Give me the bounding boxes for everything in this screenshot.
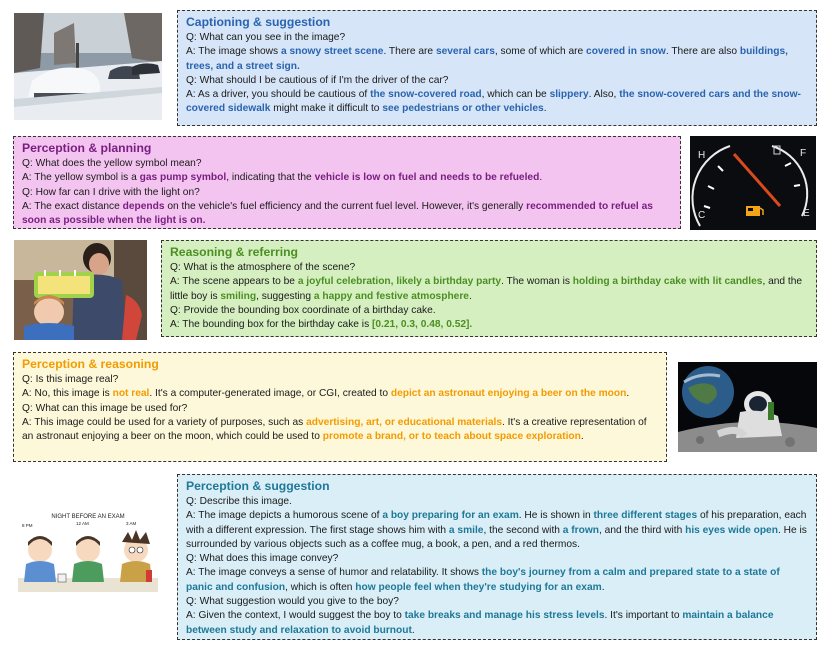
highlighted-phrase: his eyes wide open	[685, 524, 778, 536]
qa-text	[170, 261, 808, 332]
text-segment: A: The yellow symbol is a	[22, 172, 140, 184]
perception-planning-panel	[13, 136, 681, 229]
perception-suggestion-panel	[177, 474, 817, 640]
text-segment: .	[411, 624, 415, 636]
text-segment: . It's important to	[604, 610, 683, 622]
exam-comic-image	[14, 508, 162, 604]
text-segment: . He is surrounded by various objects such as a coffee mug, a book, a pen, and a red thermos.	[186, 524, 807, 550]
text-segment: A: No, this image is	[22, 388, 113, 400]
birthday-party-image	[14, 240, 147, 340]
astronaut-moon-image	[678, 362, 817, 452]
highlighted-phrase: depict an astronaut enjoying a beer on the moon	[390, 388, 627, 400]
text-segment: Q: What can you see in the image?	[186, 32, 346, 43]
text-segment: Q: What should I be cautious of if I'm the driver of the car?	[186, 74, 449, 86]
highlighted-phrase: several cars	[435, 46, 495, 58]
qa-text	[186, 495, 808, 638]
answer-line	[22, 200, 672, 229]
text-segment: A: The image conveys a sense of humor and relatability. It shows	[186, 567, 482, 579]
text-segment: A: The image depicts a humorous scene of	[186, 510, 383, 522]
highlighted-phrase: depends	[122, 200, 165, 212]
comic-time-3: 3 AM	[126, 521, 137, 526]
answer-line	[186, 609, 808, 638]
highlighted-phrase: promote a brand, or to teach about space exploration	[322, 431, 581, 443]
text-segment: Q: Provide the bounding box coordinate of a birthday cake.	[170, 304, 436, 316]
highlighted-phrase: the snow-covered road	[370, 89, 482, 101]
text-segment: Q: What does this image convey?	[186, 553, 339, 565]
text-segment: .	[580, 431, 584, 443]
question-line	[22, 402, 658, 416]
text-segment: .	[539, 172, 543, 184]
question-line	[170, 261, 808, 275]
panel-title: Captioning & suggestion	[186, 15, 331, 29]
highlighted-phrase: smiling	[220, 290, 257, 302]
text-segment: . He is shown in	[518, 510, 594, 522]
question-line	[22, 186, 672, 200]
qa-text	[186, 31, 808, 117]
comic-time-1: 8 PM	[22, 523, 33, 528]
highlighted-phrase: a frown	[562, 524, 600, 536]
text-segment: Q: What does the yellow symbol mean?	[22, 158, 202, 169]
highlighted-phrase: [0.21, 0.3, 0.48, 0.52].	[372, 319, 473, 331]
text-segment: Q: Describe this image.	[186, 496, 292, 507]
text-segment: , suggesting	[256, 290, 314, 302]
highlighted-phrase: see pedestrians or other vehicles	[382, 103, 544, 115]
highlighted-phrase: buildings, trees, and a street sign.	[186, 46, 788, 72]
question-line	[186, 552, 808, 566]
text-segment: Q: What is the atmosphere of the scene?	[170, 262, 356, 273]
panel-title: Reasoning & referring	[170, 245, 298, 259]
text-segment: .	[626, 388, 630, 400]
highlighted-phrase: vehicle is low on fuel and needs to be refueled	[314, 172, 540, 184]
highlighted-phrase: a happy and festive atmosphere	[313, 290, 469, 302]
text-segment: might make it difficult to	[270, 103, 383, 115]
text-segment: , indicating that the	[226, 172, 315, 184]
answer-line	[22, 416, 658, 445]
gauge-f-label: F	[800, 148, 807, 159]
question-line	[186, 595, 808, 609]
highlighted-phrase: not real	[112, 388, 150, 400]
answer-line	[170, 275, 808, 304]
comic-title: NIGHT BEFORE AN EXAM	[51, 514, 125, 520]
qa-text	[22, 373, 658, 444]
captioning-suggestion-panel	[177, 10, 817, 126]
text-segment: , which is often	[285, 581, 356, 593]
text-segment: . It's a computer-generated image, or CGI, created to	[149, 388, 391, 400]
text-segment: . It's a creative representation of an astronaut enjoying a beer on the moon, which could be used to	[22, 416, 647, 443]
text-segment: on the vehicle's fuel efficiency and the current fuel level. However, it's generally	[164, 200, 527, 212]
text-segment: . There are also	[665, 46, 740, 58]
highlighted-phrase: covered in snow	[586, 46, 666, 58]
highlighted-phrase: the boy's journey from a calm and prepared state to a state of panic and confusion	[186, 567, 780, 593]
comic-time-2: 12 AM	[76, 521, 89, 526]
question-line	[186, 495, 808, 509]
highlighted-phrase: advertising, art, or educational materials	[306, 416, 502, 428]
text-segment: A: The bounding box for the birthday cake is	[170, 319, 372, 331]
panel-title: Perception & planning	[22, 141, 152, 155]
highlighted-phrase: holding a birthday cake with lit candles	[572, 276, 763, 288]
text-segment: . The woman is	[501, 276, 573, 288]
perception-reasoning-panel	[13, 352, 667, 462]
text-segment: A: The scene appears to be	[170, 276, 298, 288]
text-segment: .	[543, 103, 547, 115]
answer-line	[170, 318, 808, 332]
reasoning-referring-panel	[161, 240, 817, 337]
answer-line	[186, 45, 808, 74]
panel-title: Perception & reasoning	[22, 357, 159, 371]
highlighted-phrase: the snow-covered cars and the snow-covered sidewalk	[186, 89, 801, 115]
answer-line	[186, 566, 808, 595]
text-segment: Q: Is this image real?	[22, 374, 119, 385]
text-segment: , the second with	[483, 524, 563, 536]
highlighted-phrase: a joyful celebration, likely a birthday party	[297, 276, 502, 288]
question-line	[186, 74, 808, 88]
panel-title: Perception & suggestion	[186, 479, 330, 493]
text-segment: . Also,	[588, 89, 620, 101]
highlighted-phrase: a smile	[448, 524, 484, 536]
qa-text	[22, 157, 672, 228]
gauge-h-label: H	[698, 150, 706, 161]
question-line	[186, 31, 808, 45]
answer-line	[22, 387, 658, 401]
gauge-e-label: E	[803, 208, 810, 219]
highlighted-phrase: recommended to refuel as soon as possible when the light is on.	[22, 200, 653, 227]
text-segment: .	[601, 581, 605, 593]
gauge-c-label: C	[698, 210, 706, 221]
text-segment: .	[468, 290, 472, 302]
text-segment: A: This image could be used for a variety of purposes, such as	[22, 416, 307, 428]
text-segment: , which can be	[481, 89, 550, 101]
question-line	[22, 157, 672, 171]
text-segment: Q: What suggestion would you give to the boy?	[186, 596, 399, 608]
answer-line	[186, 88, 808, 117]
text-segment: , some of which are	[494, 46, 587, 58]
text-segment: . There are	[383, 46, 436, 58]
highlighted-phrase: gas pump symbol	[139, 172, 227, 184]
text-segment: , and the third with	[599, 524, 686, 536]
text-segment: Q: What can this image be used for?	[22, 402, 188, 414]
highlighted-phrase: how people feel when they're studying for an exam	[355, 581, 602, 593]
question-line	[170, 304, 808, 318]
text-segment: A: The exact distance	[22, 200, 123, 212]
highlighted-phrase: a snowy street scene	[280, 46, 384, 58]
highlighted-phrase: three different stages	[593, 510, 698, 522]
text-segment: , and the little boy is	[170, 276, 803, 302]
snowy-street-image	[14, 13, 162, 120]
highlighted-phrase: maintain a balance between study and relaxation to avoid burnout	[186, 610, 774, 636]
text-segment: A: Given the context, I would suggest the boy to	[186, 610, 405, 622]
question-line	[22, 373, 658, 387]
text-segment: Q: How far can I drive with the light on?	[22, 186, 200, 198]
highlighted-phrase: a boy preparing for an exam	[382, 510, 519, 522]
text-segment: A: As a driver, you should be cautious of	[186, 89, 371, 101]
highlighted-phrase: take breaks and manage his stress levels	[404, 610, 605, 622]
answer-line	[22, 171, 672, 185]
answer-line	[186, 509, 808, 552]
highlighted-phrase: slippery	[549, 89, 589, 101]
text-segment: A: The image shows	[186, 46, 281, 58]
text-segment: of his preparation, each with a different expression. The first stage shows him with	[186, 510, 807, 536]
fuel-gauge-image	[690, 136, 816, 230]
